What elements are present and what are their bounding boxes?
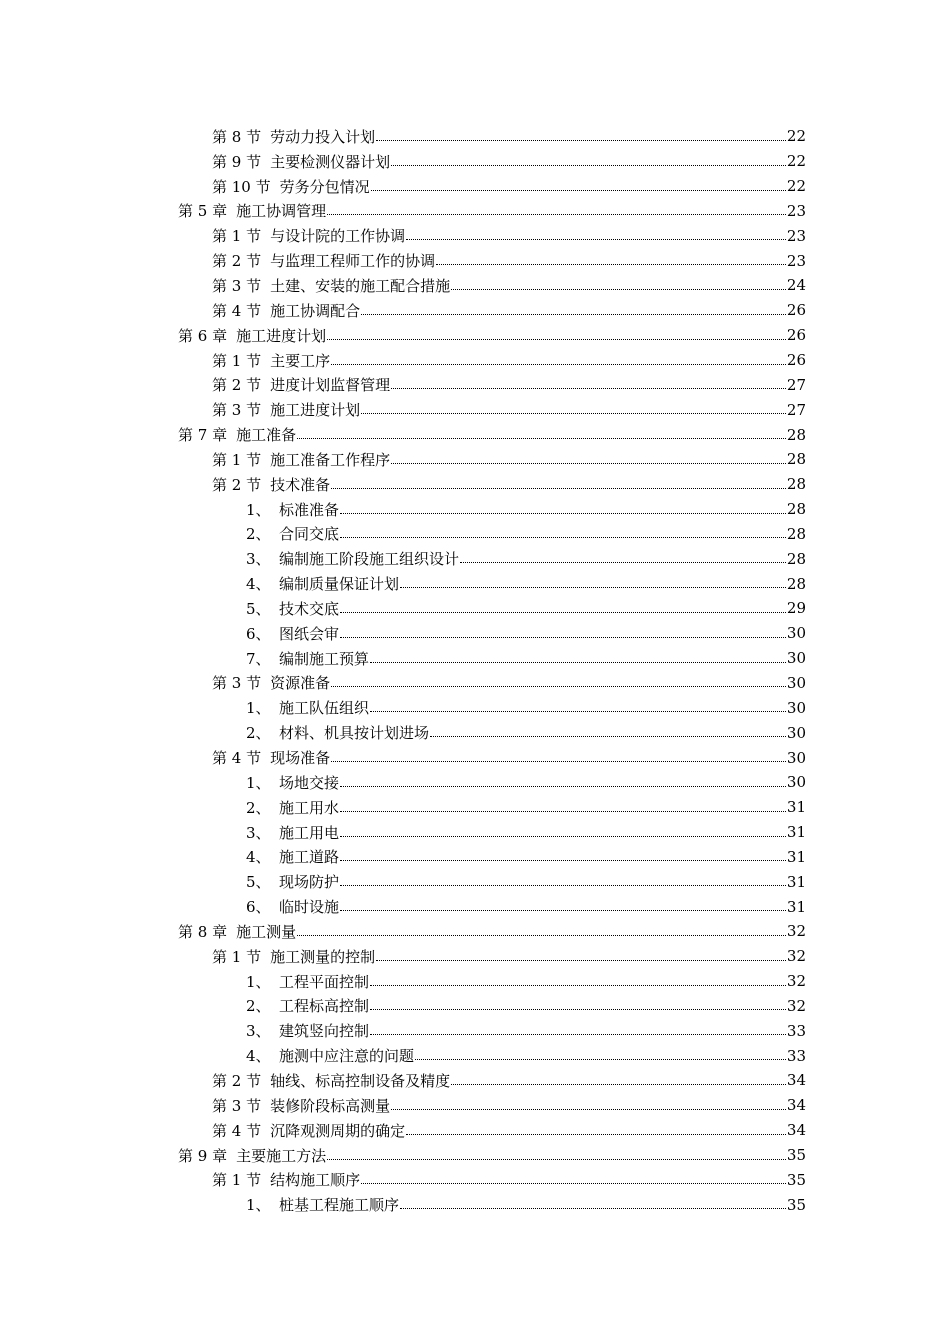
toc-page-number: 22: [786, 127, 806, 146]
toc-page-number: 28: [786, 574, 806, 593]
toc-dot-leader: [340, 611, 786, 613]
toc-page-number: 28: [786, 425, 806, 444]
toc-entry-title: 建筑竖向控制: [279, 1022, 370, 1041]
toc-entry-link[interactable]: [246, 523, 950, 544]
toc-subsection-entry[interactable]: [0, 621, 950, 646]
toc-page-number: 27: [786, 400, 806, 419]
toc-entry-link[interactable]: [212, 747, 950, 768]
toc-entry-title: 施工准备工作程序: [270, 450, 391, 469]
toc-dot-leader: [370, 1033, 786, 1035]
toc-entry-title: 合同交底: [279, 525, 340, 544]
toc-entry-title: 施测中应注意的问题: [279, 1047, 415, 1066]
toc-page-number: 30: [786, 649, 806, 668]
toc-entry-number: 第 1 节: [212, 947, 262, 966]
toc-entry-title: 劳务分包情况: [279, 177, 370, 196]
toc-subsection-entry[interactable]: [0, 497, 950, 522]
toc-dot-leader: [340, 785, 786, 787]
toc-entry-title: 临时设施: [279, 898, 340, 917]
toc-section-entry[interactable]: [0, 472, 950, 497]
toc-dot-leader: [430, 735, 786, 737]
toc-entry-link[interactable]: [246, 548, 950, 569]
toc-subsection-entry[interactable]: [0, 869, 950, 894]
toc-entry-link[interactable]: [178, 1145, 950, 1166]
toc-dot-leader: [391, 1108, 786, 1110]
toc-entry-number: 第 4 节: [212, 749, 262, 768]
toc-entry-link[interactable]: [246, 1194, 950, 1215]
toc-dot-leader: [391, 462, 786, 464]
toc-entry-link[interactable]: [212, 126, 950, 147]
toc-entry-link[interactable]: [212, 1169, 950, 1190]
toc-section-entry[interactable]: [0, 174, 950, 199]
toc-dot-leader: [400, 586, 786, 588]
toc-entry-number: 2、: [246, 997, 271, 1016]
toc-page-number: 30: [786, 723, 806, 742]
toc-entry-number: 3、: [246, 823, 271, 842]
toc-dot-leader: [297, 934, 786, 936]
toc-entry-link[interactable]: [246, 648, 950, 669]
toc-dot-leader: [340, 909, 786, 911]
toc-entry-link[interactable]: [246, 573, 950, 594]
toc-page-number: 30: [786, 748, 806, 767]
toc-entry-link[interactable]: [178, 921, 950, 942]
toc-entry-link[interactable]: [246, 995, 950, 1016]
toc-dot-leader: [370, 1008, 786, 1010]
toc-subsection-entry[interactable]: [0, 522, 950, 547]
toc-page-number: 30: [786, 624, 806, 643]
toc-entry-link[interactable]: [212, 1120, 950, 1141]
toc-page-number: 33: [786, 1021, 806, 1040]
toc-section-entry[interactable]: [0, 124, 950, 149]
toc-page-number: 26: [786, 301, 806, 320]
toc-page-number: 30: [786, 673, 806, 692]
toc-subsection-entry[interactable]: [0, 894, 950, 919]
toc-page-number: 31: [786, 798, 806, 817]
toc-chapter-entry[interactable]: [0, 199, 950, 224]
toc-section-entry[interactable]: [0, 273, 950, 298]
toc-entry-link[interactable]: [178, 200, 950, 221]
toc-page-number: 35: [786, 1170, 806, 1189]
toc-dot-leader: [391, 164, 786, 166]
toc-entry-title: 施工队伍组织: [279, 699, 370, 718]
toc-page-number: 26: [786, 351, 806, 370]
toc-entry-title: 材料、机具按计划进场: [279, 724, 430, 743]
toc-entry-title: 施工用电: [279, 823, 340, 842]
toc-entry-number: 第 1 节: [212, 351, 262, 370]
toc-dot-leader: [406, 238, 786, 240]
toc-dot-leader: [415, 1058, 786, 1060]
toc-page-number: 24: [786, 276, 806, 295]
toc-entry-number: 3、: [246, 1022, 271, 1041]
toc-entry-number: 3、: [246, 550, 271, 569]
toc-entry-title: 图纸会审: [279, 624, 340, 643]
toc-page-number: 28: [786, 524, 806, 543]
toc-page-number: 34: [786, 1096, 806, 1115]
toc-dot-leader: [340, 810, 786, 812]
toc-page-number: 28: [786, 500, 806, 519]
toc-subsection-entry[interactable]: [0, 1018, 950, 1043]
toc-dot-leader: [340, 512, 786, 514]
toc-entry-link[interactable]: [212, 474, 950, 495]
toc-entry-link[interactable]: [212, 350, 950, 371]
toc-subsection-entry[interactable]: [0, 969, 950, 994]
toc-entry-title: 场地交接: [279, 773, 340, 792]
toc-entry-number: 4、: [246, 848, 271, 867]
toc-entry-number: 第 5 章: [178, 202, 228, 221]
toc-entry-link[interactable]: [246, 598, 950, 619]
toc-dot-leader: [331, 760, 786, 762]
toc-page-number: 30: [786, 698, 806, 717]
toc-page-number: 22: [786, 177, 806, 196]
toc-page-number: 34: [786, 1071, 806, 1090]
toc-entry-link[interactable]: [212, 374, 950, 395]
toc-dot-leader: [331, 487, 786, 489]
toc-section-entry[interactable]: [0, 447, 950, 472]
toc-entry-number: 1、: [246, 972, 271, 991]
toc-entry-number: 2、: [246, 525, 271, 544]
toc-entry-number: 4、: [246, 575, 271, 594]
toc-entry-title: 工程平面控制: [279, 972, 370, 991]
toc-entry-link[interactable]: [212, 449, 950, 470]
toc-entry-number: 第 2 节: [212, 376, 262, 395]
toc-entry-number: 第 3 节: [212, 674, 262, 693]
toc-entry-link[interactable]: [246, 772, 950, 793]
toc-subsection-entry[interactable]: [0, 770, 950, 795]
toc-entry-title: 施工用水: [279, 798, 340, 817]
toc-dot-leader: [370, 710, 786, 712]
toc-entry-title: 主要施工方法: [236, 1146, 327, 1165]
toc-entry-title: 施工准备: [236, 426, 297, 445]
toc-entry-title: 现场防护: [279, 873, 340, 892]
toc-entry-link[interactable]: [212, 1095, 950, 1116]
toc-entry-link[interactable]: [246, 1020, 950, 1041]
toc-entry-title: 结构施工顺序: [270, 1171, 361, 1190]
toc-entry-title: 施工进度计划: [236, 326, 327, 345]
toc-entry-number: 第 4 节: [212, 301, 262, 320]
toc-entry-number: 第 7 章: [178, 426, 228, 445]
toc-entry-number: 第 2 节: [212, 252, 262, 271]
toc-entry-title: 施工协调管理: [236, 202, 327, 221]
toc-entry-link[interactable]: [246, 623, 950, 644]
toc-entry-title: 与设计院的工作协调: [270, 227, 406, 246]
toc-entry-number: 第 1 节: [212, 450, 262, 469]
toc-page-number: 23: [786, 251, 806, 270]
toc-page-number: 22: [786, 152, 806, 171]
toc-section-entry[interactable]: [0, 223, 950, 248]
toc-entry-number: 第 10 节: [212, 177, 271, 196]
toc-entry-title: 施工进度计划: [270, 401, 361, 420]
toc-entry-title: 技术交底: [279, 599, 340, 618]
toc-entry-number: 2、: [246, 724, 271, 743]
toc-page-number: 32: [786, 947, 806, 966]
toc-entry-number: 第 3 节: [212, 276, 262, 295]
toc-dot-leader: [361, 1182, 786, 1184]
toc-subsection-entry[interactable]: [0, 695, 950, 720]
toc-page-number: 34: [786, 1121, 806, 1140]
toc-dot-leader: [340, 859, 786, 861]
toc-dot-leader: [361, 412, 786, 414]
toc-entry-number: 第 3 节: [212, 401, 262, 420]
toc-entry-title: 轴线、标高控制设备及精度: [270, 1071, 451, 1090]
toc-entry-title: 主要工序: [270, 351, 331, 370]
toc-subsection-entry[interactable]: [0, 1192, 950, 1217]
toc-dot-leader: [340, 884, 786, 886]
toc-entry-title: 标准准备: [279, 500, 340, 519]
toc-section-entry[interactable]: [0, 1093, 950, 1118]
toc-entry-link[interactable]: [246, 896, 950, 917]
toc-page-number: 26: [786, 326, 806, 345]
toc-page-number: 30: [786, 773, 806, 792]
table-of-contents: [0, 124, 950, 1217]
toc-page-number: 29: [786, 599, 806, 618]
toc-page-number: 27: [786, 375, 806, 394]
toc-entry-link[interactable]: [212, 672, 950, 693]
toc-entry-number: 第 9 节: [212, 152, 262, 171]
toc-entry-number: 第 9 章: [178, 1146, 228, 1165]
toc-entry-title: 编制质量保证计划: [279, 575, 400, 594]
toc-entry-link[interactable]: [178, 424, 950, 445]
toc-entry-number: 7、: [246, 649, 271, 668]
toc-section-entry[interactable]: [0, 397, 950, 422]
toc-entry-title: 主要检测仪器计划: [270, 152, 391, 171]
toc-dot-leader: [327, 338, 786, 340]
toc-chapter-entry[interactable]: [0, 1143, 950, 1168]
toc-entry-link[interactable]: [246, 871, 950, 892]
toc-section-entry[interactable]: [0, 1167, 950, 1192]
toc-entry-number: 1、: [246, 773, 271, 792]
toc-entry-number: 6、: [246, 624, 271, 643]
toc-dot-leader: [391, 387, 786, 389]
toc-page-number: 23: [786, 201, 806, 220]
toc-entry-link[interactable]: [212, 946, 950, 967]
toc-section-entry[interactable]: [0, 671, 950, 696]
toc-page-number: 31: [786, 847, 806, 866]
toc-entry-link[interactable]: [246, 697, 950, 718]
toc-entry-number: 第 6 章: [178, 326, 228, 345]
toc-entry-number: 1、: [246, 500, 271, 519]
toc-section-entry[interactable]: [0, 348, 950, 373]
toc-entry-title: 施工协调配合: [270, 301, 361, 320]
toc-dot-leader: [361, 313, 786, 315]
toc-page-number: 31: [786, 897, 806, 916]
toc-entry-title: 技术准备: [270, 475, 331, 494]
toc-page-number: 28: [786, 450, 806, 469]
toc-entry-link[interactable]: [212, 176, 950, 197]
toc-entry-title: 施工测量的控制: [270, 947, 376, 966]
toc-entry-title: 现场准备: [270, 749, 331, 768]
toc-chapter-entry[interactable]: [0, 919, 950, 944]
toc-page-number: 28: [786, 475, 806, 494]
toc-entry-number: 5、: [246, 873, 271, 892]
toc-page-number: 32: [786, 972, 806, 991]
toc-entry-link[interactable]: [246, 822, 950, 843]
toc-page-number: 32: [786, 922, 806, 941]
toc-entry-title: 编制施工阶段施工组织设计: [279, 550, 460, 569]
toc-page-number: 33: [786, 1046, 806, 1065]
toc-page-number: 28: [786, 549, 806, 568]
toc-entry-number: 第 4 节: [212, 1121, 262, 1140]
toc-dot-leader: [331, 363, 786, 365]
toc-entry-link[interactable]: [212, 250, 950, 271]
toc-dot-leader: [400, 1207, 786, 1209]
toc-entry-title: 施工道路: [279, 848, 340, 867]
toc-entry-title: 土建、安装的施工配合措施: [270, 276, 451, 295]
toc-entry-link[interactable]: [246, 971, 950, 992]
toc-section-entry[interactable]: [0, 372, 950, 397]
toc-entry-title: 与监理工程师工作的协调: [270, 252, 436, 271]
toc-entry-number: 6、: [246, 898, 271, 917]
toc-dot-leader: [460, 561, 786, 563]
toc-page-number: 31: [786, 872, 806, 891]
toc-subsection-entry[interactable]: [0, 1043, 950, 1068]
toc-dot-leader: [406, 1133, 786, 1135]
toc-page-number: 35: [786, 1195, 806, 1214]
toc-entry-number: 第 1 节: [212, 227, 262, 246]
toc-subsection-entry[interactable]: [0, 844, 950, 869]
toc-dot-leader: [370, 984, 786, 986]
toc-entry-number: 第 2 节: [212, 475, 262, 494]
toc-dot-leader: [340, 536, 786, 538]
toc-subsection-entry[interactable]: [0, 720, 950, 745]
toc-section-entry[interactable]: [0, 248, 950, 273]
toc-section-entry[interactable]: [0, 944, 950, 969]
toc-dot-leader: [327, 1158, 786, 1160]
toc-entry-title: 资源准备: [270, 674, 331, 693]
toc-entry-title: 施工测量: [236, 922, 297, 941]
toc-entry-link[interactable]: [178, 325, 950, 346]
toc-entry-number: 4、: [246, 1047, 271, 1066]
toc-dot-leader: [340, 835, 786, 837]
toc-dot-leader: [451, 1083, 786, 1085]
toc-page-number: 23: [786, 226, 806, 245]
toc-dot-leader: [371, 189, 786, 191]
toc-subsection-entry[interactable]: [0, 646, 950, 671]
toc-subsection-entry[interactable]: [0, 596, 950, 621]
toc-entry-link[interactable]: [212, 275, 950, 296]
toc-entry-link[interactable]: [212, 300, 950, 321]
toc-entry-title: 装修阶段标高测量: [270, 1096, 391, 1115]
toc-entry-number: 1、: [246, 1196, 271, 1215]
toc-subsection-entry[interactable]: [0, 571, 950, 596]
toc-entry-number: 2、: [246, 798, 271, 817]
toc-entry-title: 进度计划监督管理: [270, 376, 391, 395]
toc-entry-link[interactable]: [246, 722, 950, 743]
toc-dot-leader: [297, 437, 786, 439]
toc-entry-link[interactable]: [212, 225, 950, 246]
toc-dot-leader: [376, 959, 786, 961]
toc-page-number: 35: [786, 1146, 806, 1165]
toc-dot-leader: [327, 213, 786, 215]
toc-entry-number: 5、: [246, 599, 271, 618]
toc-dot-leader: [340, 636, 786, 638]
toc-entry-number: 第 2 节: [212, 1071, 262, 1090]
toc-entry-number: 第 8 章: [178, 922, 228, 941]
toc-section-entry[interactable]: [0, 745, 950, 770]
toc-subsection-entry[interactable]: [0, 546, 950, 571]
toc-chapter-entry[interactable]: [0, 422, 950, 447]
toc-entry-title: 劳动力投入计划: [270, 127, 376, 146]
toc-section-entry[interactable]: [0, 1118, 950, 1143]
toc-entry-link[interactable]: [212, 399, 950, 420]
toc-dot-leader: [331, 685, 786, 687]
toc-entry-link[interactable]: [212, 1070, 950, 1091]
toc-dot-leader: [370, 661, 786, 663]
toc-entry-link[interactable]: [246, 797, 950, 818]
toc-entry-title: 桩基工程施工顺序: [279, 1196, 400, 1215]
toc-subsection-entry[interactable]: [0, 795, 950, 820]
toc-entry-number: 1、: [246, 699, 271, 718]
toc-entry-link[interactable]: [246, 846, 950, 867]
toc-entry-title: 沉降观测周期的确定: [270, 1121, 406, 1140]
toc-subsection-entry[interactable]: [0, 994, 950, 1019]
toc-chapter-entry[interactable]: [0, 323, 950, 348]
toc-dot-leader: [436, 263, 786, 265]
toc-entry-link[interactable]: [246, 1045, 950, 1066]
toc-section-entry[interactable]: [0, 298, 950, 323]
toc-dot-leader: [451, 288, 786, 290]
toc-entry-number: 第 3 节: [212, 1096, 262, 1115]
toc-entry-title: 编制施工预算: [279, 649, 370, 668]
toc-page-number: 31: [786, 823, 806, 842]
toc-subsection-entry[interactable]: [0, 820, 950, 845]
toc-entry-number: 第 1 节: [212, 1171, 262, 1190]
toc-dot-leader: [376, 139, 786, 141]
toc-entry-title: 工程标高控制: [279, 997, 370, 1016]
toc-entry-link[interactable]: [246, 499, 950, 520]
toc-section-entry[interactable]: [0, 149, 950, 174]
toc-entry-number: 第 8 节: [212, 127, 262, 146]
toc-section-entry[interactable]: [0, 1068, 950, 1093]
toc-page-number: 32: [786, 996, 806, 1015]
toc-entry-link[interactable]: [212, 151, 950, 172]
